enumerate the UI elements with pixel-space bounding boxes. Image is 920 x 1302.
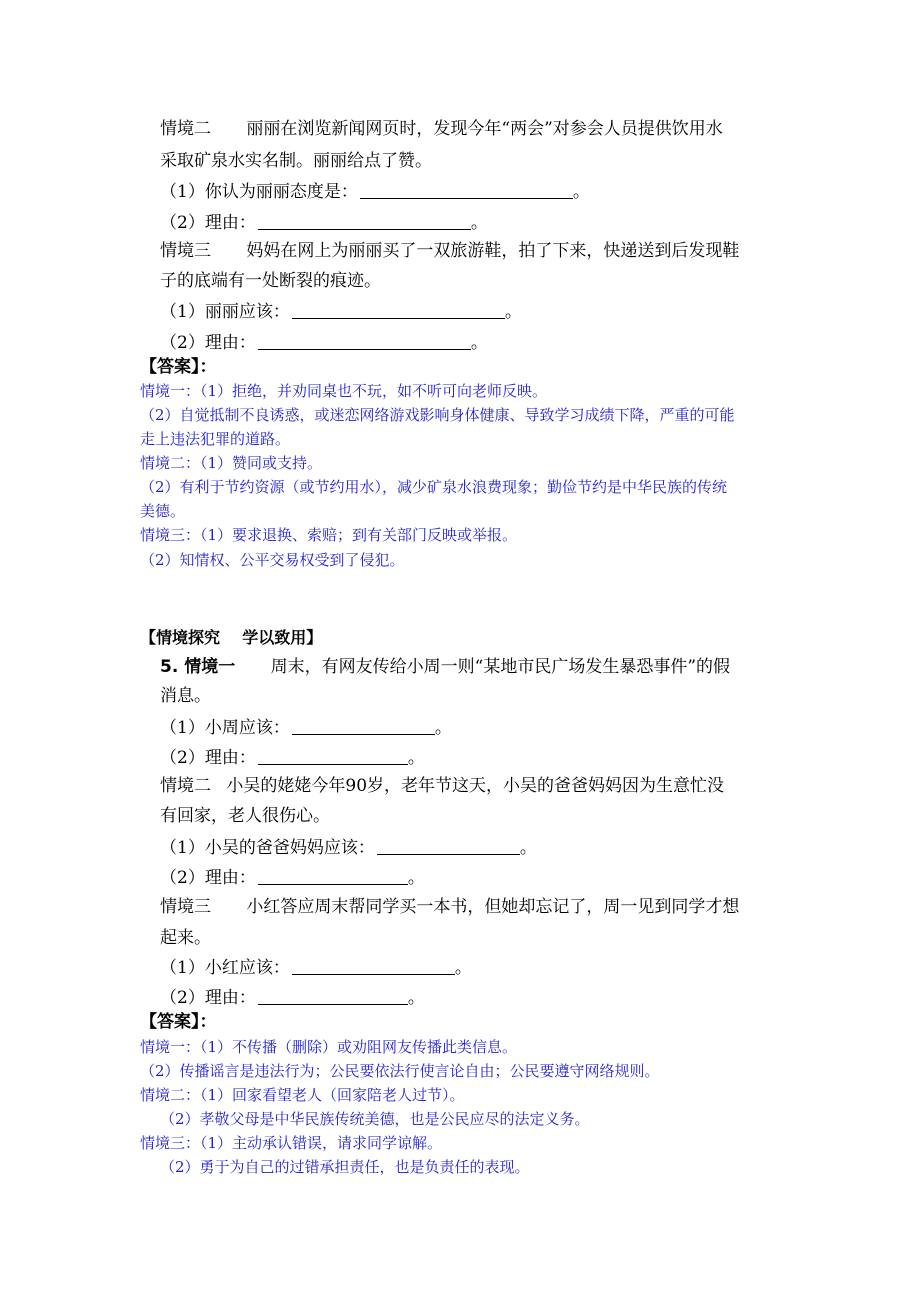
part2-answer-line: 情境一：（1）不传播（删除）或劝阻网友传播此类信息。 [140,1038,518,1056]
period: 。 [470,333,488,353]
part2-answer-line: 情境二：（1）回家看望老人（回家陪老人过节）。 [140,1086,465,1104]
part2-scene3-line1 [160,897,739,917]
part1-answer-line: 情境二：（1）赞同或支持。 [140,454,323,472]
part1-scene3-q1 [160,302,522,322]
section-title: 【情境探究 学以致用】 [140,628,323,647]
period: 。 [519,838,537,858]
part1-scene3-q1-blank [292,302,505,319]
part1-scene3-q2 [160,333,488,353]
part2-scene3-text: 小红答应周末帮同学买一本书，但她却忘记了，周一见到同学才想 [246,897,740,917]
part1-scene2-q2-text: （2）理由： [160,213,256,233]
part1-answer-line: 情境三：（1）要求退换、索赔；到有关部门反映或举报。 [140,526,518,544]
part1-answer-line: 情境一：（1）拒绝，并劝同桌也不玩，如不听可向老师反映。 [140,382,548,400]
part1-scene2-text: 丽丽在浏览新闻网页时，发现今年“两会”对参会人员提供饮用水 [246,119,723,139]
period: 。 [504,302,522,322]
part1-scene2-q2-blank [258,213,471,230]
part2-scene3-q1-text: （1）小红应该： [160,958,290,978]
part1-answer-line: （2）知情权、公平交易权受到了侵犯。 [140,551,405,569]
part2-scene2-line1 [160,776,724,796]
part2-scene2-q2 [160,868,425,888]
part2-answer-line: （2）传播谣言是违法行为；公民要依法行使言论自由；公民要遵守网络规则。 [140,1062,660,1080]
part2-answer-line: （2）孝敬父母是中华民族传统美德，也是公民应尽的法定义务。 [160,1110,590,1128]
part2-scene2-q2-blank [258,868,408,885]
part2-scene1-label: 5. 情境一 [160,657,236,677]
part1-answer-line: （2）有利于节约资源（或节约用水），减少矿泉水浪费现象；勤俭节约是中华民族的传统 [140,478,728,496]
part1-scene2-line1 [160,119,723,139]
part1-answer-line: （2）自觉抵制不良诱惑，或迷恋网络游戏影响身体健康、导致学习成绩下降，严重的可能 [140,406,735,424]
part1-scene3-q2-text: （2）理由： [160,333,256,353]
part2-scene3-label: 情境三 [160,897,211,917]
part1-answer-heading: 【答案】： [140,357,217,377]
part1-scene2-line2: 采取矿泉水实名制。丽丽给点了赞。 [160,151,432,171]
part2-scene2-q2-text: （2）理由： [160,868,256,888]
part1-answer-line: 美德。 [140,502,186,520]
part2-answer-heading: 【答案】： [140,1012,217,1032]
period: 。 [572,182,590,202]
period: 。 [407,748,425,768]
part1-scene3-line1 [160,241,739,261]
part1-scene2-q2 [160,213,488,233]
period: 。 [407,868,425,888]
part2-scene1-line2: 消息。 [160,686,211,706]
part2-scene3-q1 [160,958,472,978]
part2-scene1-q2 [160,748,425,768]
part2-scene1-q2-blank [258,748,408,765]
part1-scene3-q2-blank [258,333,471,350]
part2-scene1-q1-text: （1）小周应该： [160,718,290,738]
part2-scene2-line2: 有回家，老人很伤心。 [160,806,330,826]
part1-scene3-q1-text: （1）丽丽应该： [160,302,290,322]
part2-scene2-q1 [160,838,537,858]
part1-scene2-q1 [160,182,590,202]
part1-scene3-text: 妈妈在网上为丽丽买了一双旅游鞋，拍了下来，快递送到后发现鞋 [246,241,740,261]
part2-scene3-q2-blank [258,988,408,1005]
part1-scene2-label: 情境二 [160,119,211,139]
part2-scene1-q1-blank [292,718,435,735]
part1-scene2-q1-text: （1）你认为丽丽态度是： [160,182,358,202]
part2-scene3-q1-blank [292,958,455,975]
part1-scene3-line2: 子的底端有一处断裂的痕迹。 [160,271,381,291]
part2-scene1-text: 周末，有网友传给小周一则“某地市民广场发生暴恐事件”的假 [270,657,731,677]
part2-answer-line: 情境三：（1）主动承认错误，请求同学谅解。 [140,1134,443,1152]
part2-scene3-line2: 起来。 [160,928,211,948]
part2-scene2-text: 小吴的姥姥今年90岁，老年节这天，小吴的爸爸妈妈因为生意忙没 [226,776,725,796]
period: 。 [454,958,472,978]
period: 。 [434,718,452,738]
period: 。 [470,213,488,233]
part2-scene1-line1 [160,657,730,677]
period: 。 [407,988,425,1008]
part2-scene2-label: 情境二 [160,776,211,796]
part1-answer-line: 走上违法犯罪的道路。 [140,430,291,448]
part2-scene1-q2-text: （2）理由： [160,748,256,768]
part2-scene2-q1-blank [377,838,520,855]
part2-scene3-q2-text: （2）理由： [160,988,256,1008]
part1-scene2-q1-blank [360,182,573,199]
part2-scene3-q2 [160,988,425,1008]
part2-scene1-q1 [160,718,452,738]
part1-scene3-label: 情境三 [160,241,211,261]
part2-scene2-q1-text: （1）小吴的爸爸妈妈应该： [160,838,375,858]
part2-answer-line: （2）勇于为自己的过错承担责任，也是负责任的表现。 [160,1158,530,1176]
